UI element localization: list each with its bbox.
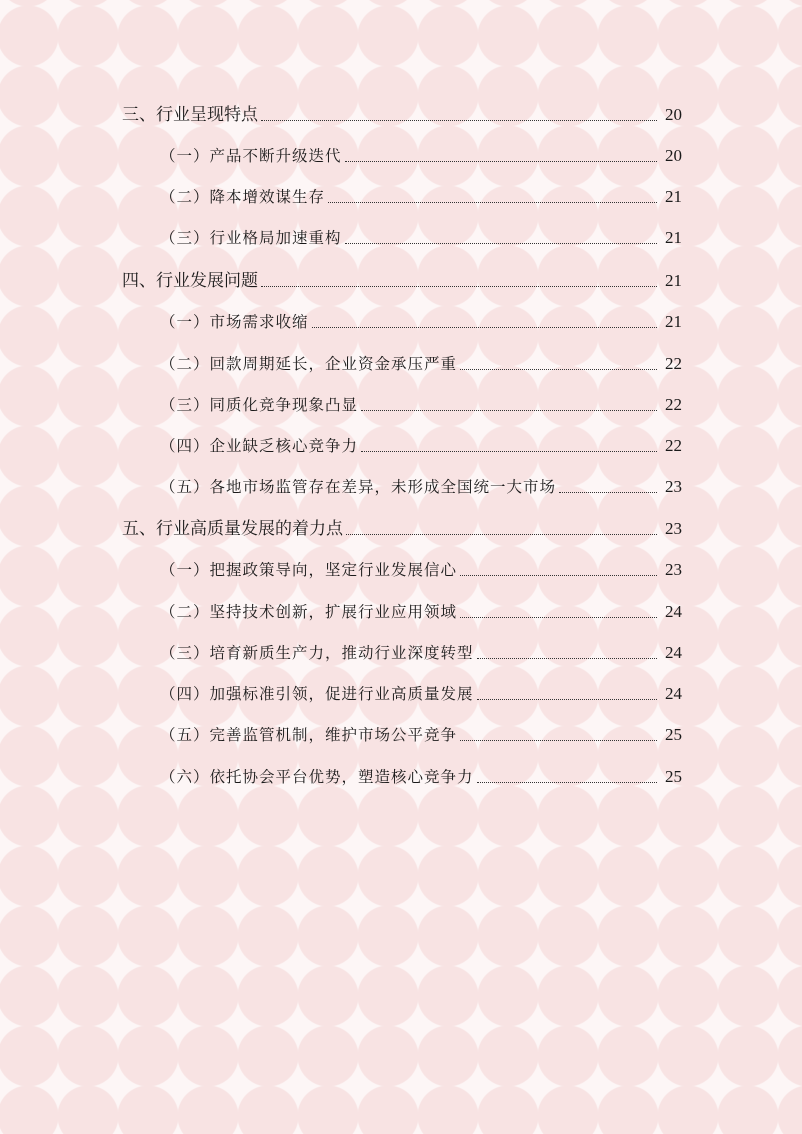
toc-dot-leader xyxy=(460,369,657,370)
toc-entry[interactable] xyxy=(160,593,682,623)
toc-entry-title: （三）同质化竞争现象凸显 xyxy=(160,396,359,414)
toc-entry[interactable] xyxy=(160,468,682,498)
toc-dot-leader xyxy=(460,617,657,618)
toc-dot-leader xyxy=(477,782,657,783)
toc-entry-page: 24 xyxy=(665,643,682,662)
toc-entry[interactable] xyxy=(122,262,682,292)
toc-entry[interactable] xyxy=(160,758,682,788)
toc-entry-title: 五、行业高质量发展的着力点 xyxy=(122,519,343,539)
toc-entry-title: （二）降本增效谋生存 xyxy=(160,188,326,206)
toc-dot-leader xyxy=(346,534,657,535)
toc-entry-title: 四、行业发展问题 xyxy=(122,271,258,291)
toc-dot-leader xyxy=(261,286,657,287)
toc-entry-title: （一）产品不断升级迭代 xyxy=(160,147,342,165)
toc-entry-page: 22 xyxy=(665,395,682,414)
toc-entry[interactable] xyxy=(160,345,682,375)
toc-dot-leader xyxy=(345,243,657,244)
toc-dot-leader xyxy=(559,492,657,493)
toc-dot-leader xyxy=(312,327,657,328)
toc-entry-page: 23 xyxy=(665,477,682,496)
toc-entry-page: 20 xyxy=(665,105,682,124)
toc-dot-leader xyxy=(345,161,657,162)
toc-entry-title: （二）坚持技术创新，扩展行业应用领域 xyxy=(160,603,458,621)
toc-entry-page: 23 xyxy=(665,519,682,538)
toc-dot-leader xyxy=(361,410,657,411)
toc-dot-leader xyxy=(460,575,657,576)
toc-entry-page: 24 xyxy=(665,602,682,621)
toc-entry[interactable] xyxy=(160,386,682,416)
toc-dot-leader xyxy=(477,699,657,700)
toc-entry[interactable] xyxy=(160,634,682,664)
toc-entry-page: 21 xyxy=(665,187,682,206)
toc-entry-title: （五）各地市场监管存在差异，未形成全国统一大市场 xyxy=(160,478,557,496)
toc-entry-title: （三）培育新质生产力，推动行业深度转型 xyxy=(160,644,474,662)
toc-dot-leader xyxy=(328,202,657,203)
toc-entry-page: 20 xyxy=(665,146,682,165)
toc-entry[interactable] xyxy=(160,675,682,705)
toc-entry-title: （六）依托协会平台优势，塑造核心竞争力 xyxy=(160,768,474,786)
toc-dot-leader xyxy=(261,120,657,121)
toc-dot-leader xyxy=(477,658,657,659)
toc-entry-page: 22 xyxy=(665,436,682,455)
toc-entry[interactable] xyxy=(160,178,682,208)
toc-entry[interactable] xyxy=(160,427,682,457)
toc-entry-title: （一）把握政策导向，坚定行业发展信心 xyxy=(160,561,458,579)
toc-entry-page: 25 xyxy=(665,767,682,786)
toc-entry-title: （四）企业缺乏核心竞争力 xyxy=(160,437,359,455)
toc-entry[interactable] xyxy=(160,551,682,581)
toc-entry-title: （五）完善监管机制，维护市场公平竞争 xyxy=(160,726,458,744)
toc-entry-title: （三）行业格局加速重构 xyxy=(160,229,342,247)
toc-dot-leader xyxy=(460,740,657,741)
toc-entry-page: 21 xyxy=(665,312,682,331)
toc-entry-title: 三、行业呈现特点 xyxy=(122,105,258,125)
toc-entry-title: （二）回款周期延长，企业资金承压严重 xyxy=(160,355,458,373)
toc-entry-title: （一）市场需求收缩 xyxy=(160,313,309,331)
toc-entry-page: 22 xyxy=(665,354,682,373)
toc-entry-page: 25 xyxy=(665,725,682,744)
toc-entry[interactable] xyxy=(122,96,682,126)
toc-entry[interactable] xyxy=(160,137,682,167)
toc-entry-title: （四）加强标准引领，促进行业高质量发展 xyxy=(160,685,474,703)
toc-entry[interactable] xyxy=(160,219,682,249)
toc-entry-page: 21 xyxy=(665,271,682,290)
toc-entry[interactable] xyxy=(160,303,682,333)
toc-entry-page: 23 xyxy=(665,560,682,579)
toc-entry-page: 21 xyxy=(665,228,682,247)
toc-dot-leader xyxy=(361,451,657,452)
toc-entry[interactable] xyxy=(122,510,682,540)
toc-entry-page: 24 xyxy=(665,684,682,703)
toc-entry[interactable] xyxy=(160,716,682,746)
